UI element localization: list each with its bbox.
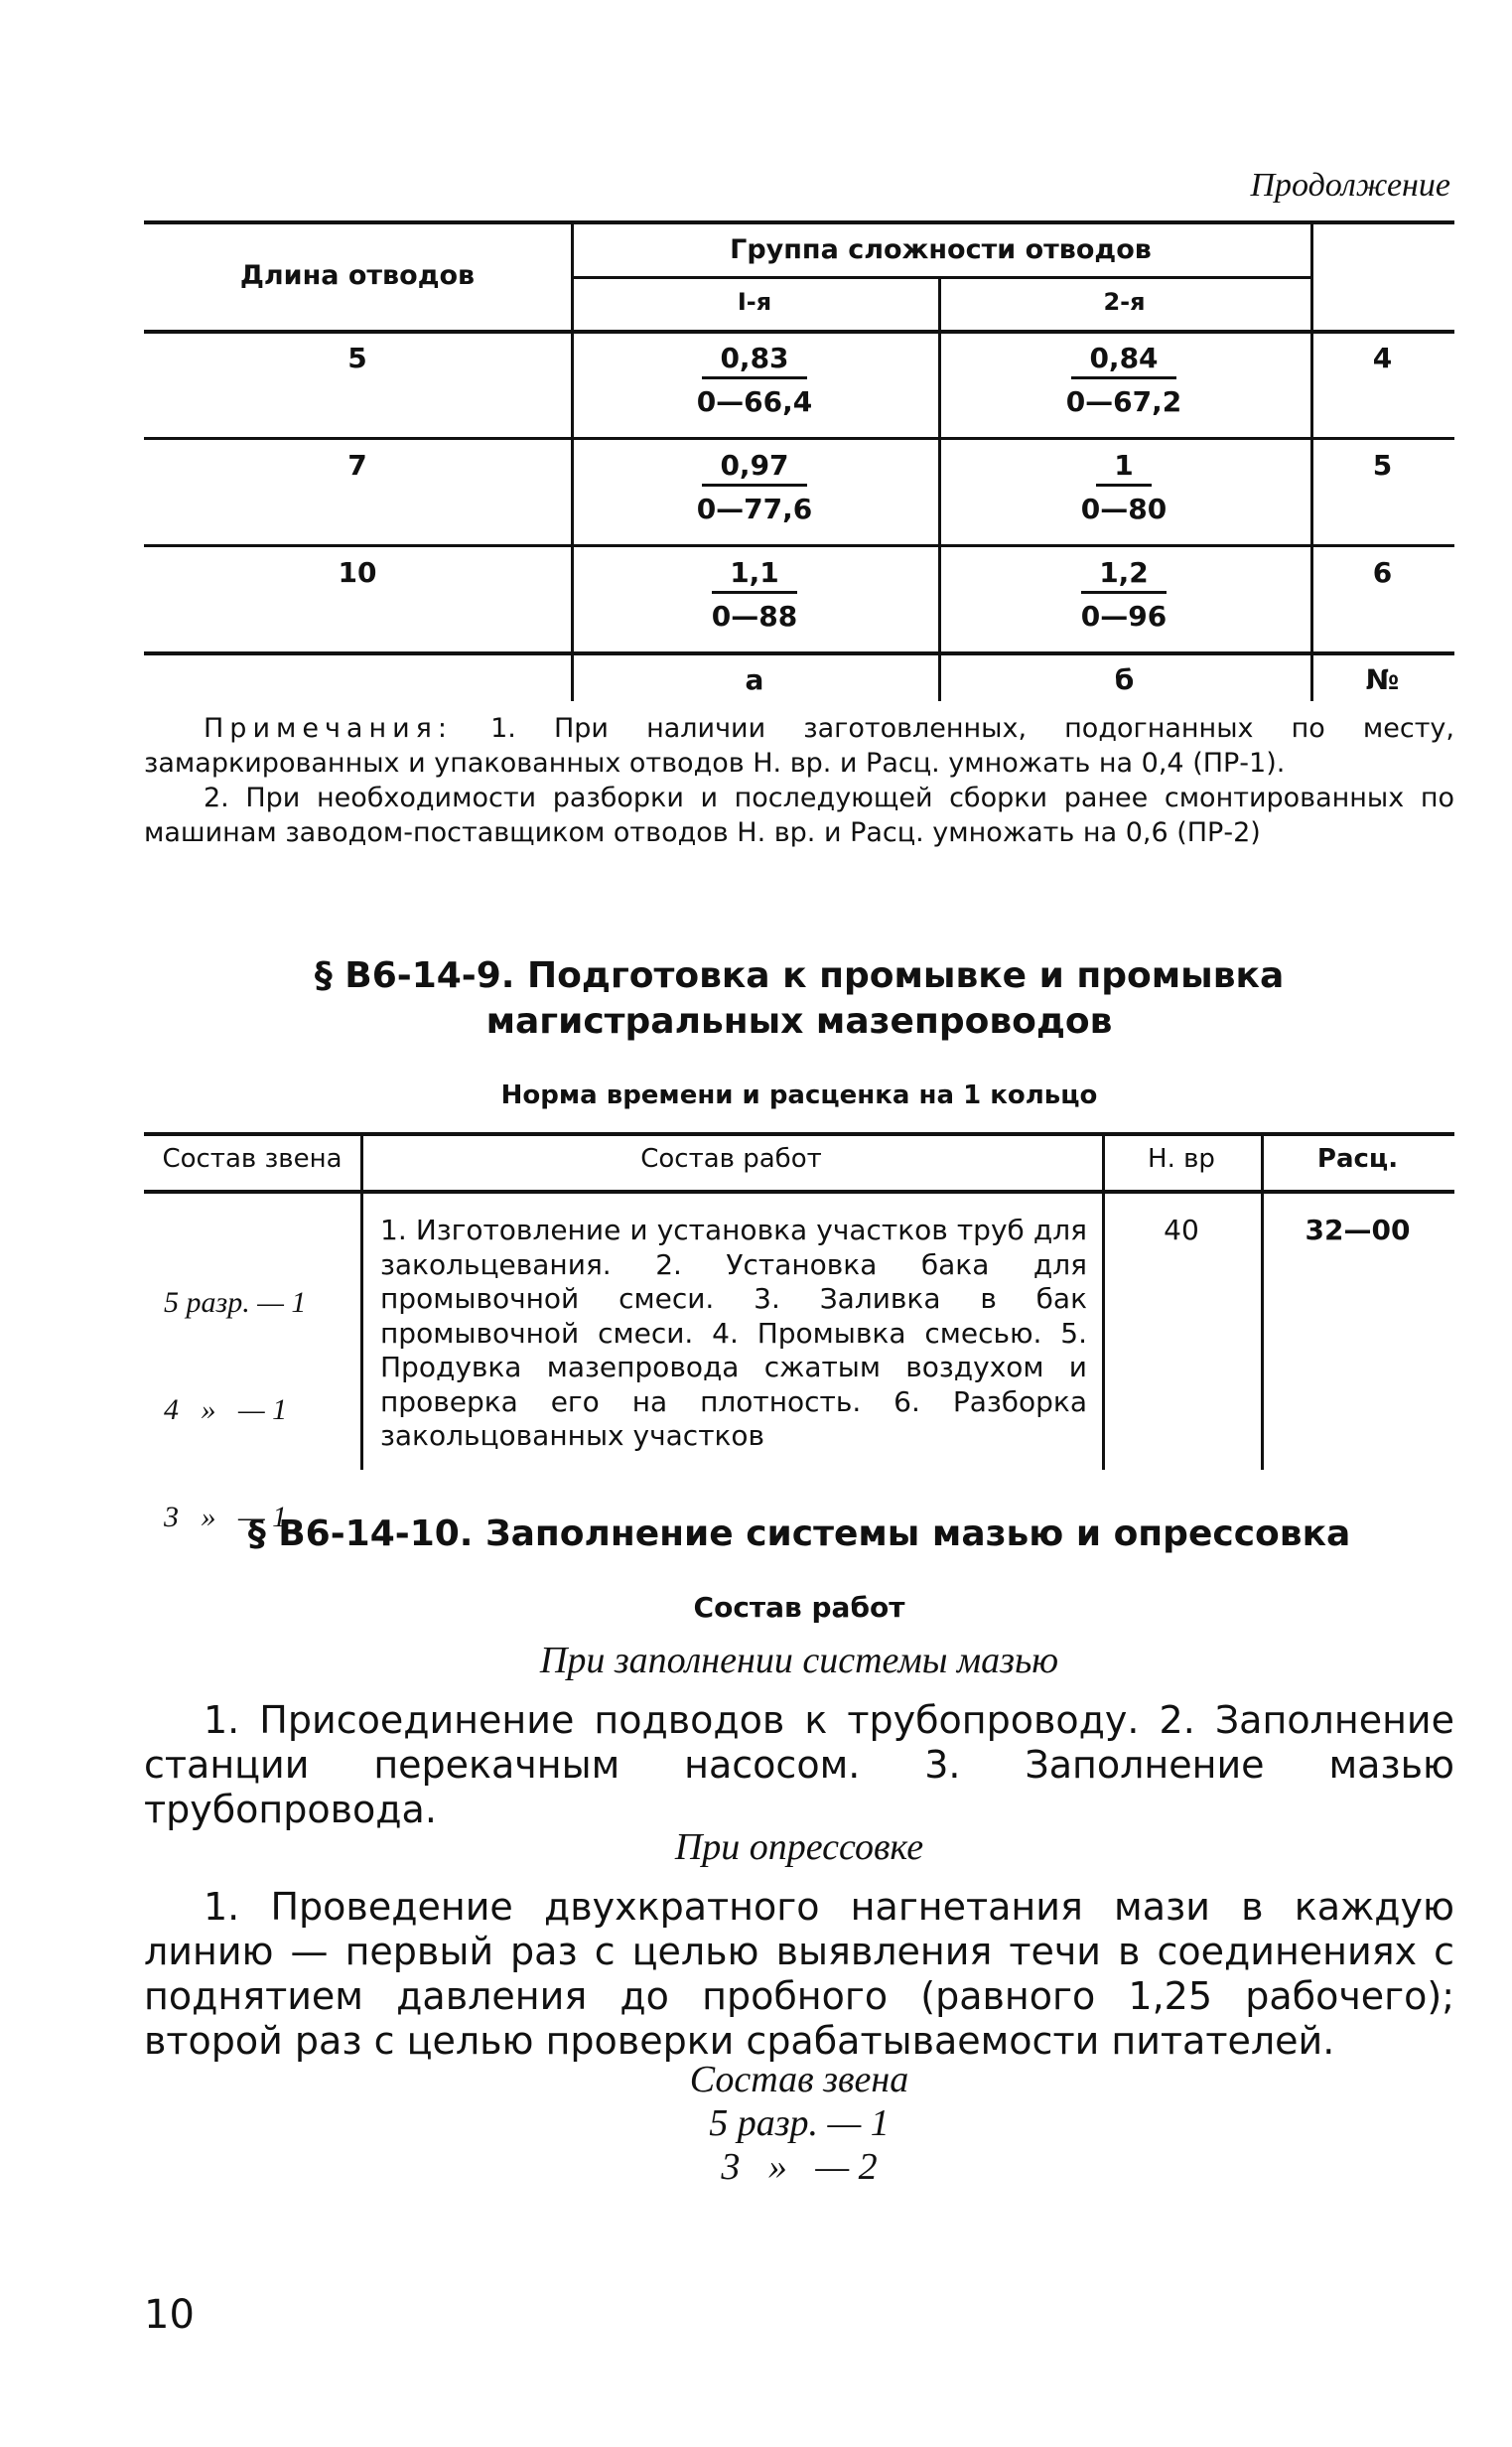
- notes: [144, 711, 1454, 850]
- section-title-1: § В6-14-9. Подготовка к промывке и промывка магистральных мазепроводов: [314, 955, 1285, 1042]
- header-time: Н. вр: [1148, 1144, 1215, 1174]
- table-row: $\frac{0,84}{0—67,2}$: [1065, 342, 1182, 418]
- table-row: $\frac{0,83}{0—66,4}$: [696, 342, 813, 418]
- row-number: 6: [1372, 556, 1393, 589]
- notes-label: Примечания:: [204, 713, 454, 744]
- row-number: 5: [1372, 449, 1393, 482]
- subheading-pressure-test: При опрессовке: [674, 1826, 924, 1868]
- work-norm-table: [144, 1132, 1454, 1533]
- header-rate: Расц.: [1316, 1144, 1399, 1174]
- note-1: 1. При наличии заготовленных, подогнанных по месту, замаркированных и упакованных отводов Н. вр. и Расц. умножать на 0,4 (ПР-1).: [144, 713, 1454, 779]
- header-length: Длина отводов: [239, 260, 476, 291]
- row-number: 4: [1372, 342, 1393, 374]
- column-letter-b: б: [1114, 663, 1135, 696]
- table-row: $\frac{0,97}{0—77,6}$: [696, 449, 813, 525]
- header-group-1: I-я: [737, 288, 772, 316]
- work-description: 1. Изготовление и установка участков труб для закольцевания. 2. Установка бака для промывочной смеси. 3. Заливка в бак промывочной смеси. 4. Промывка смесью. 5. Продувка мазепровода сжатым воздухом и проверка его на плотность. 6. Разборка закольцованных участков: [380, 1214, 1087, 1452]
- elbow-length-table: [144, 220, 1454, 697]
- crew-line-2: 3 » — 2: [721, 2146, 878, 2188]
- section-title-2: § В6-14-10. Заполнение системы мазью и опрессовка: [247, 1513, 1351, 1554]
- pressure-test-text: 1. Проведение двухкратного нагнетания мази в каждую линию — первый раз с целью выявления течи в соединениях с поднятием давления до пробного (равного 1,25 рабочего); второй раз с целью проверки срабатываемости питателей.: [144, 1885, 1454, 2063]
- rate-value: 32—00: [1305, 1214, 1411, 1246]
- works-caption: Состав работ: [693, 1591, 905, 1624]
- column-letter-a: а: [745, 663, 764, 696]
- note-2: 2. При необходимости разборки и последующей сборки ранее смонтированных по машинам заводом-поставщиком отводов Н. вр. и Расц. умножать на 0,6 (ПР-2): [144, 783, 1454, 848]
- crew-caption: Состав звена: [689, 2059, 909, 2100]
- header-crew: Состав звена: [162, 1144, 343, 1174]
- time-value: 40: [1164, 1214, 1199, 1246]
- continuation-label: Продолжение: [1250, 167, 1450, 204]
- norm-caption: Норма времени и расценка на 1 кольцо: [500, 1080, 1098, 1110]
- page-number: 10: [144, 2292, 195, 2338]
- row-length: 10: [338, 556, 377, 589]
- header-group-2: 2-я: [1103, 288, 1146, 316]
- row-length: 5: [347, 342, 367, 374]
- header-group: Группа сложности отводов: [730, 234, 1152, 265]
- table-row: $\frac{1,2}{0—96}$: [1080, 556, 1168, 633]
- crew-line-1: 5 разр. — 1: [709, 2102, 890, 2144]
- column-number-sign: №: [1365, 663, 1400, 696]
- subheading-filling: При заполнении системы мазью: [539, 1640, 1059, 1681]
- row-length: 7: [347, 449, 367, 482]
- header-work: Состав работ: [640, 1144, 822, 1174]
- table-row: $\frac{1,1}{0—88}$: [711, 556, 798, 633]
- crew-list: 5 разр. — 1 4 » — 1 3 » — 1: [164, 1286, 307, 1533]
- filling-text: 1. Присоединение подводов к трубопроводу. 2. Заполнение станции перекачным насосом. 3. Заполнение мазью трубопровода.: [144, 1698, 1454, 1831]
- table-row: $\frac{1}{0—80}$: [1080, 449, 1168, 525]
